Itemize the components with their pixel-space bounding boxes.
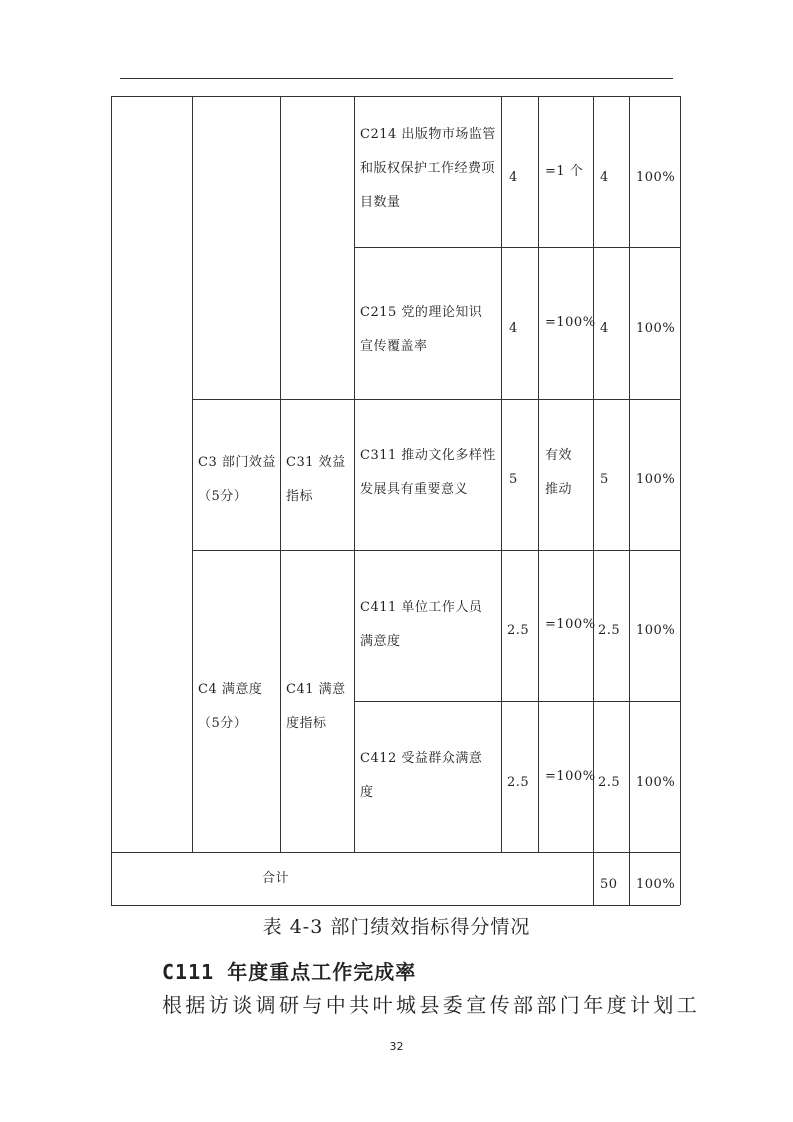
section-heading: C111 年度重点工作完成率 [162, 960, 417, 984]
rate-cell: 100% [636, 775, 676, 790]
weight-cell: 2.5 [507, 623, 530, 638]
indicator-cell: C214 出版物市场监管和版权保护工作经费项目数量 [360, 127, 496, 210]
indicator-cell: C311 推动文化多样性发展具有重要意义 [360, 448, 496, 497]
total-rate: 100% [636, 877, 676, 892]
weight-cell: 4 [509, 321, 518, 336]
rate-cell: 100% [636, 321, 676, 336]
table-border-bottom [111, 905, 680, 906]
column-divider [538, 96, 539, 852]
rate-cell: 100% [636, 623, 676, 638]
target-cell: =100% [545, 769, 596, 784]
target-cell: =100% [545, 315, 596, 330]
column-divider [501, 96, 502, 852]
score-cell: 2.5 [598, 775, 621, 790]
score-cell: 4 [600, 170, 609, 185]
target-cell: 有效推动 [545, 448, 573, 497]
level3-indicator-cell: C31 效益指标 [286, 455, 346, 504]
column-divider [354, 96, 355, 852]
column-divider [280, 96, 281, 852]
target-cell: =1 个 [545, 164, 584, 179]
indicator-cell: C411 单位工作人员满意度 [360, 600, 483, 649]
weight-cell: 5 [509, 472, 518, 487]
rate-cell: 100% [636, 170, 676, 185]
column-divider [192, 96, 193, 852]
table-border-right [680, 96, 681, 905]
column-divider [629, 96, 630, 905]
score-cell: 5 [600, 472, 609, 487]
row-divider [192, 399, 680, 400]
header-rule [120, 78, 673, 79]
score-cell: 4 [600, 321, 609, 336]
row-divider [192, 550, 680, 551]
row-divider [111, 852, 680, 853]
weight-cell: 2.5 [507, 775, 530, 790]
row-divider [354, 701, 680, 702]
level2-indicator-cell: C4 满意度（5分） [198, 682, 263, 731]
score-cell: 2.5 [598, 623, 621, 638]
table-border-left [111, 96, 112, 905]
indicator-cell: C412 受益群众满意度 [360, 751, 483, 800]
target-cell: =100% [545, 617, 596, 632]
table-border-top [111, 96, 680, 97]
indicator-cell: C215 党的理论知识宣传覆盖率 [360, 305, 483, 354]
table-caption: 表 4-3 部门绩效指标得分情况 [262, 916, 531, 938]
level3-indicator-cell: C41 满意度指标 [286, 682, 346, 731]
total-score: 50 [600, 877, 618, 892]
level2-indicator-cell: C3 部门效益（5分） [198, 455, 276, 504]
weight-cell: 4 [509, 170, 518, 185]
total-label: 合计 [262, 871, 290, 886]
body-paragraph: 根据访谈调研与中共叶城县委宣传部部门年度计划工 [162, 993, 701, 1017]
rate-cell: 100% [636, 472, 676, 487]
page-number: 32 [389, 1040, 404, 1053]
row-divider [354, 247, 680, 248]
